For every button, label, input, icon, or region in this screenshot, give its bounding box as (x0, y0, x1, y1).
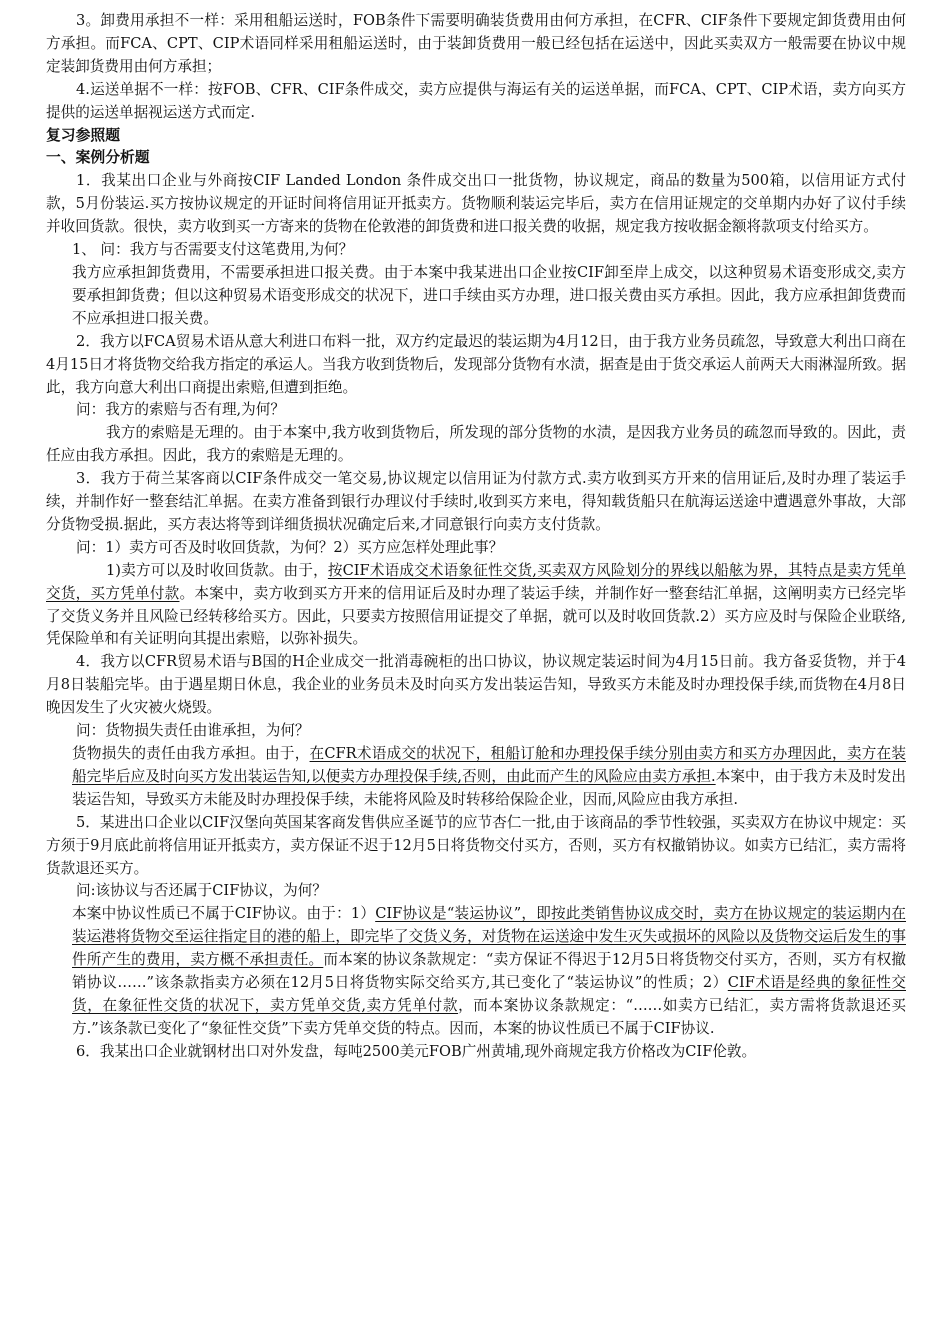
case-1-answer: 我方应承担卸货费用，不需要承担进口报关费。由于本案中我某进出口企业按CIF卸至岸上成交，以这种贸易术语变形成交,卖方要承担卸货费；但以这种贸易术语变形成交的状况下，进口手续由买方办理，进口报关费由买方承担。因此，我方应承担卸货费而不应承担进口报关费。 (72, 263, 906, 327)
case-4-answer-underlined: 在CFR术语成交的状况下，租船订舱和办理投保手续分别由卖方和买方办理因此，卖方在装船完毕后应及时向买方发出装运告知,以便卖方办理投保手续,否则，由此而产生的风险应由卖方承担. (72, 745, 906, 785)
case-4-answer-suffix: 本案中，由于我方未及时发出装运告知，导致买方未能及时办理投保手续，未能将风险及时转移给保险企业，因而,风险应由我方承担. (72, 767, 906, 808)
case-6-text: 6．我某出口企业就钢材出口对外发盘，每吨2500美元FOB广州黄埔,现外商规定我方价格改为CIF伦敦。 (76, 1042, 757, 1060)
heading-review: 复习参照题 (46, 126, 120, 144)
case-4-question: 问：货物损失责任由谁承担，为何？ (76, 722, 310, 740)
case-3-answer-underlined: 按CIF术语成交术语象征性交货,买卖双方风险划分的界线以船舷为界，其特点是卖方凭单交货，买方凭单付款 (46, 561, 907, 602)
case-3-question: 问：1）卖方可否及时收回货款，为何？2）买方应怎样处理此事？ (76, 538, 504, 556)
case-3-answer-prefix: 1)卖方可以及时收回货款。由于， (106, 561, 328, 579)
case-3-answer-suffix: 。本案中，卖方收到买方开来的信用证后及时办理了装运手续，并制作好一整套结汇单据，这阐明卖方已经完毕了交货义务并且风险已经转移给买方。因此，只要卖方按照信用证提交了单据，就可以及时收回货款.2）买方应及时与保险企业联络,凭保险单和有关证明向其提出索赔，以弥补损失。 (46, 584, 906, 648)
case-3-answer (46, 560, 906, 652)
case-5-text: 5．某进出口企业以CIF汉堡向英国某客商发售供应圣诞节的应节杏仁一批,由于该商品的季节性较强，买卖双方在协议中规定：买方须于9月底此前将信用证开抵卖方，卖方保证不迟于12月5日将货物交付买方，否则，买方有权撤销协议。如卖方已结汇，卖方需将货款退还买方。 (46, 813, 906, 877)
case-4-answer (46, 743, 906, 812)
case-4-text: 4．我方以CFR贸易术语与B国的H企业成交一批消毒碗柜的出口协议，协议规定装运时间为4月15日前。我方备妥货物，并于4月8日装船完毕。由于遇星期日休息，我企业的业务员未及时向买方发出装运告知，导致买方未能及时办理投保手续,而货物在4月8日晚因发生了火灾被火烧毁。 (46, 653, 906, 717)
case-2-question: 问：我方的索赔与否有理,为何？ (76, 401, 285, 419)
case-5-answer-part-2: 而本案的协议条款规定：“卖方保证不得迟于12月5日将货物交付买方，否则，买方有权撤销协议……”该条款指卖方必须在12月5日将货物实际交给买方,其已变化了“装运协议”的性质；2） (72, 951, 906, 992)
case-4-answer-prefix: 货物损失的责任由我方承担。由于， (72, 745, 310, 762)
heading-cases: 一、案例分析题 (46, 149, 150, 167)
case-3-text: 3．我方于荷兰某客商以CIF条件成交一笔交易,协议规定以信用证为付款方式.卖方收到买方开来的信用证后,及时办理了装运手续，并制作好一整套结汇单据。在卖方准备到银行办理议付手续时,收到买方来电，得知载货船只在航海运送途中遭遇意外事故，大部分货物受损.据此，买方表达将等到详细货损状况确定后来,才同意银行向卖方支付货款。 (46, 470, 906, 533)
case-2-answer: 我方的索赔是无理的。由于本案中,我方收到货物后，所发现的部分货物的水渍，是因我方业务员的疏忽而导致的。因此，责任应由我方承担。因此，我方的索赔是无理的。 (46, 424, 906, 465)
paragraph-fees-3: 3。卸费用承担不一样：采用租船运送时，FOB条件下需要明确装货费用由何方承担，在CFR、CIF条件下要规定卸货费用由何方承担。而FCA、CPT、CIP术语同样采用租船运送时，由于装卸货费用一般已经包括在运送中，因此买卖双方一般需要在协议中规定装卸货费用由何方承担； (46, 12, 906, 75)
case-5-answer-underlined-2: CIF术语是经典的象征性交货，在象征性交货的状况下，卖方凭单交货,卖方凭单付款 (72, 974, 906, 1014)
case-2-text: 2．我方以FCA贸易术语从意大利进口布料一批，双方约定最迟的装运期为4月12日，由于我方业务员疏忽，导致意大利出口商在4月15日才将货物交给我方指定的承运人。当我方收到货物后，发现部分货物有水渍，据查是由于货交承运人前两天大雨淋湿所致。据此，我方向意大利出口商提出索赔,但遭到拒绝。 (46, 332, 906, 396)
paragraph-docs-4: 4.运送单据不一样：按FOB、CFR、CIF条件成交，卖方应提供与海运有关的运送单据，而FCA、CPT、CIP术语，卖方向买方提供的运送单据视运送方式而定. (46, 80, 906, 121)
case-5-answer (46, 903, 906, 1040)
case-5-question: 问:该协议与否还属于CIF协议，为何？ (76, 882, 327, 900)
case-1-question: 1、 问：我方与否需要支付这笔费用,为何？ (72, 241, 354, 259)
case-5-answer-underlined-1: CIF协议是“装运协议”，即按此类销售协议成交时，卖方在协议规定的装运期内在装运港将货物交至运往指定目的港的船上，即完毕了交货义务，对货物在运送途中发生灭失或损坏的风险以及货物交运后发生的事件所产生的费用，卖方概不承担责任。 (72, 905, 907, 969)
case-1-text: 1．我某出口企业与外商按CIF Landed London 条件成交出口一批货物，协议规定，商品的数量为500箱，以信用证方式付款，5月份装运.买方按协议规定的开证时间将信用证开抵卖方。货物顺利装运完毕后，卖方在信用证规定的交单期内办好了议付手续并收回货款。很快，卖方收到买一方寄来的货物在伦敦港的卸货费和进口报关费的收据，规定我方按收据金额将款项支付给买方。 (46, 172, 906, 236)
case-5-answer-part-1: 本案中协议性质已不属于CIF协议。由于：1） (72, 905, 376, 923)
case-5-answer-part-3: ，而本案协议条款规定：“……如卖方已结汇，卖方需将货款退还买方.”该条款已变化了“象征性交货”下卖方凭单交货的特点。因而，本案的协议性质已不属于CIF协议. (72, 996, 906, 1037)
